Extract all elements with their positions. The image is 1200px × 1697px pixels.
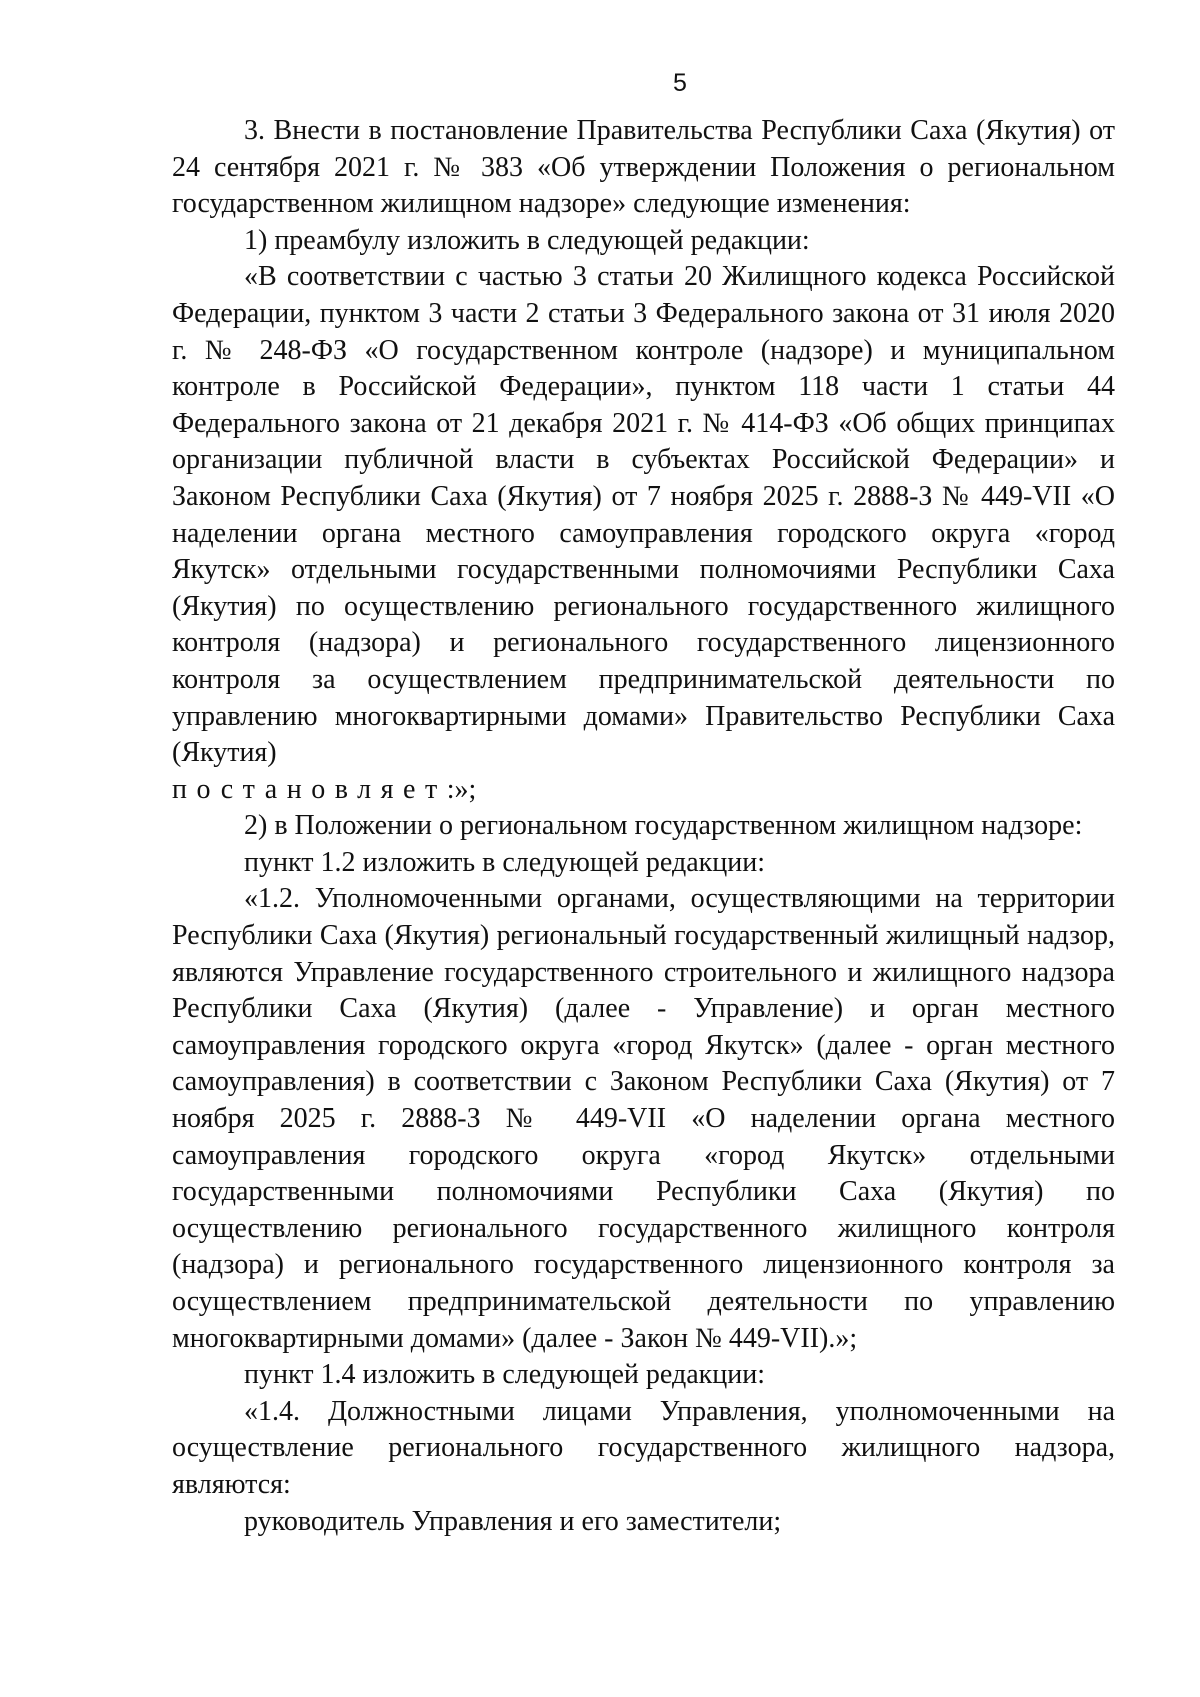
paragraph-clause-1-4: «1.4. Должностными лицами Управления, уполномоченными на осуществление регионального государственного жилищного надзора, являются: [172, 1395, 1115, 1500]
document-body [172, 113, 1115, 1540]
paragraph-clause-1-2-intro: пункт 1.2 изложить в следующей редакции: [244, 846, 765, 878]
paragraph-postanovlyaet [172, 772, 1115, 809]
paragraph-head-and-deputies: руководитель Управления и его заместители; [244, 1505, 782, 1537]
page-number: 5 [673, 69, 687, 97]
postanovlyaet-word: постановляет [172, 773, 447, 805]
paragraph-item-3: 3. Внести в постановление Правительства Республики Саха (Якутия) от 24 сентября 2021 г. № 383 «Об утверждении Положения о региональном государственном жилищном надзоре» следующие изменения: [172, 115, 1115, 220]
paragraph-subitem-1: 1) преамбулу изложить в следующей редакции: [244, 224, 810, 256]
postanovlyaet-tail: :»; [446, 773, 477, 805]
paragraph-preamble: «В соответствии с частью 3 статьи 20 Жилищного кодекса Российской Федерации, пунктом 3 части 2 статьи 3 Федерального закона от 31 июля 2020 г. № 248-ФЗ «О государственном контроле (надзоре) и муниципальном контроле в Российской Федерации», пунктом 118 части 1 статьи 44 Федерального закона от 21 декабря 2021 г. № 414-ФЗ «Об общих принципах организации публичной власти в субъектах Российской Федерации» и Законом Республики Саха (Якутия) от 7 ноября 2025 г. 2888-З № 449-VII «О наделении органа местного самоуправления городского округа «город Якутск» отдельными государственными полномочиями Республики Саха (Якутия) по осуществлению регионального государственного жилищного контроля (надзора) и регионального государственного лицензионного контроля за осуществлением предпринимательской деятельности по управлению многоквартирными домами» Правительство Республики Саха (Якутия) [172, 261, 1115, 769]
paragraph-clause-1-4-intro: пункт 1.4 изложить в следующей редакции: [244, 1359, 765, 1391]
paragraph-clause-1-2: «1.2. Уполномоченными органами, осуществляющими на территории Республики Саха (Якутия) региональный государственный жилищный надзор, являются Управление государственного строительного и жилищного надзора Республики Саха (Якутия) (далее - Управление) и орган местного самоуправления городского округа «город Якутск» (далее - орган местного самоуправления) в соответствии с Законом Республики Саха (Якутия) от 7 ноября 2025 г. 2888-З № 449-VII «О наделении органа местного самоуправления городского округа «город Якутск» отдельными государственными полномочиями Республики Саха (Якутия) по осуществлению регионального государственного жилищного контроля (надзора) и регионального государственного лицензионного контроля за осуществлением предпринимательской деятельности по управлению многоквартирными домами» (далее - Закон № 449-VII).»; [172, 883, 1115, 1354]
paragraph-subitem-2: 2) в Положении о региональном государственном жилищном надзоре: [244, 810, 1083, 842]
